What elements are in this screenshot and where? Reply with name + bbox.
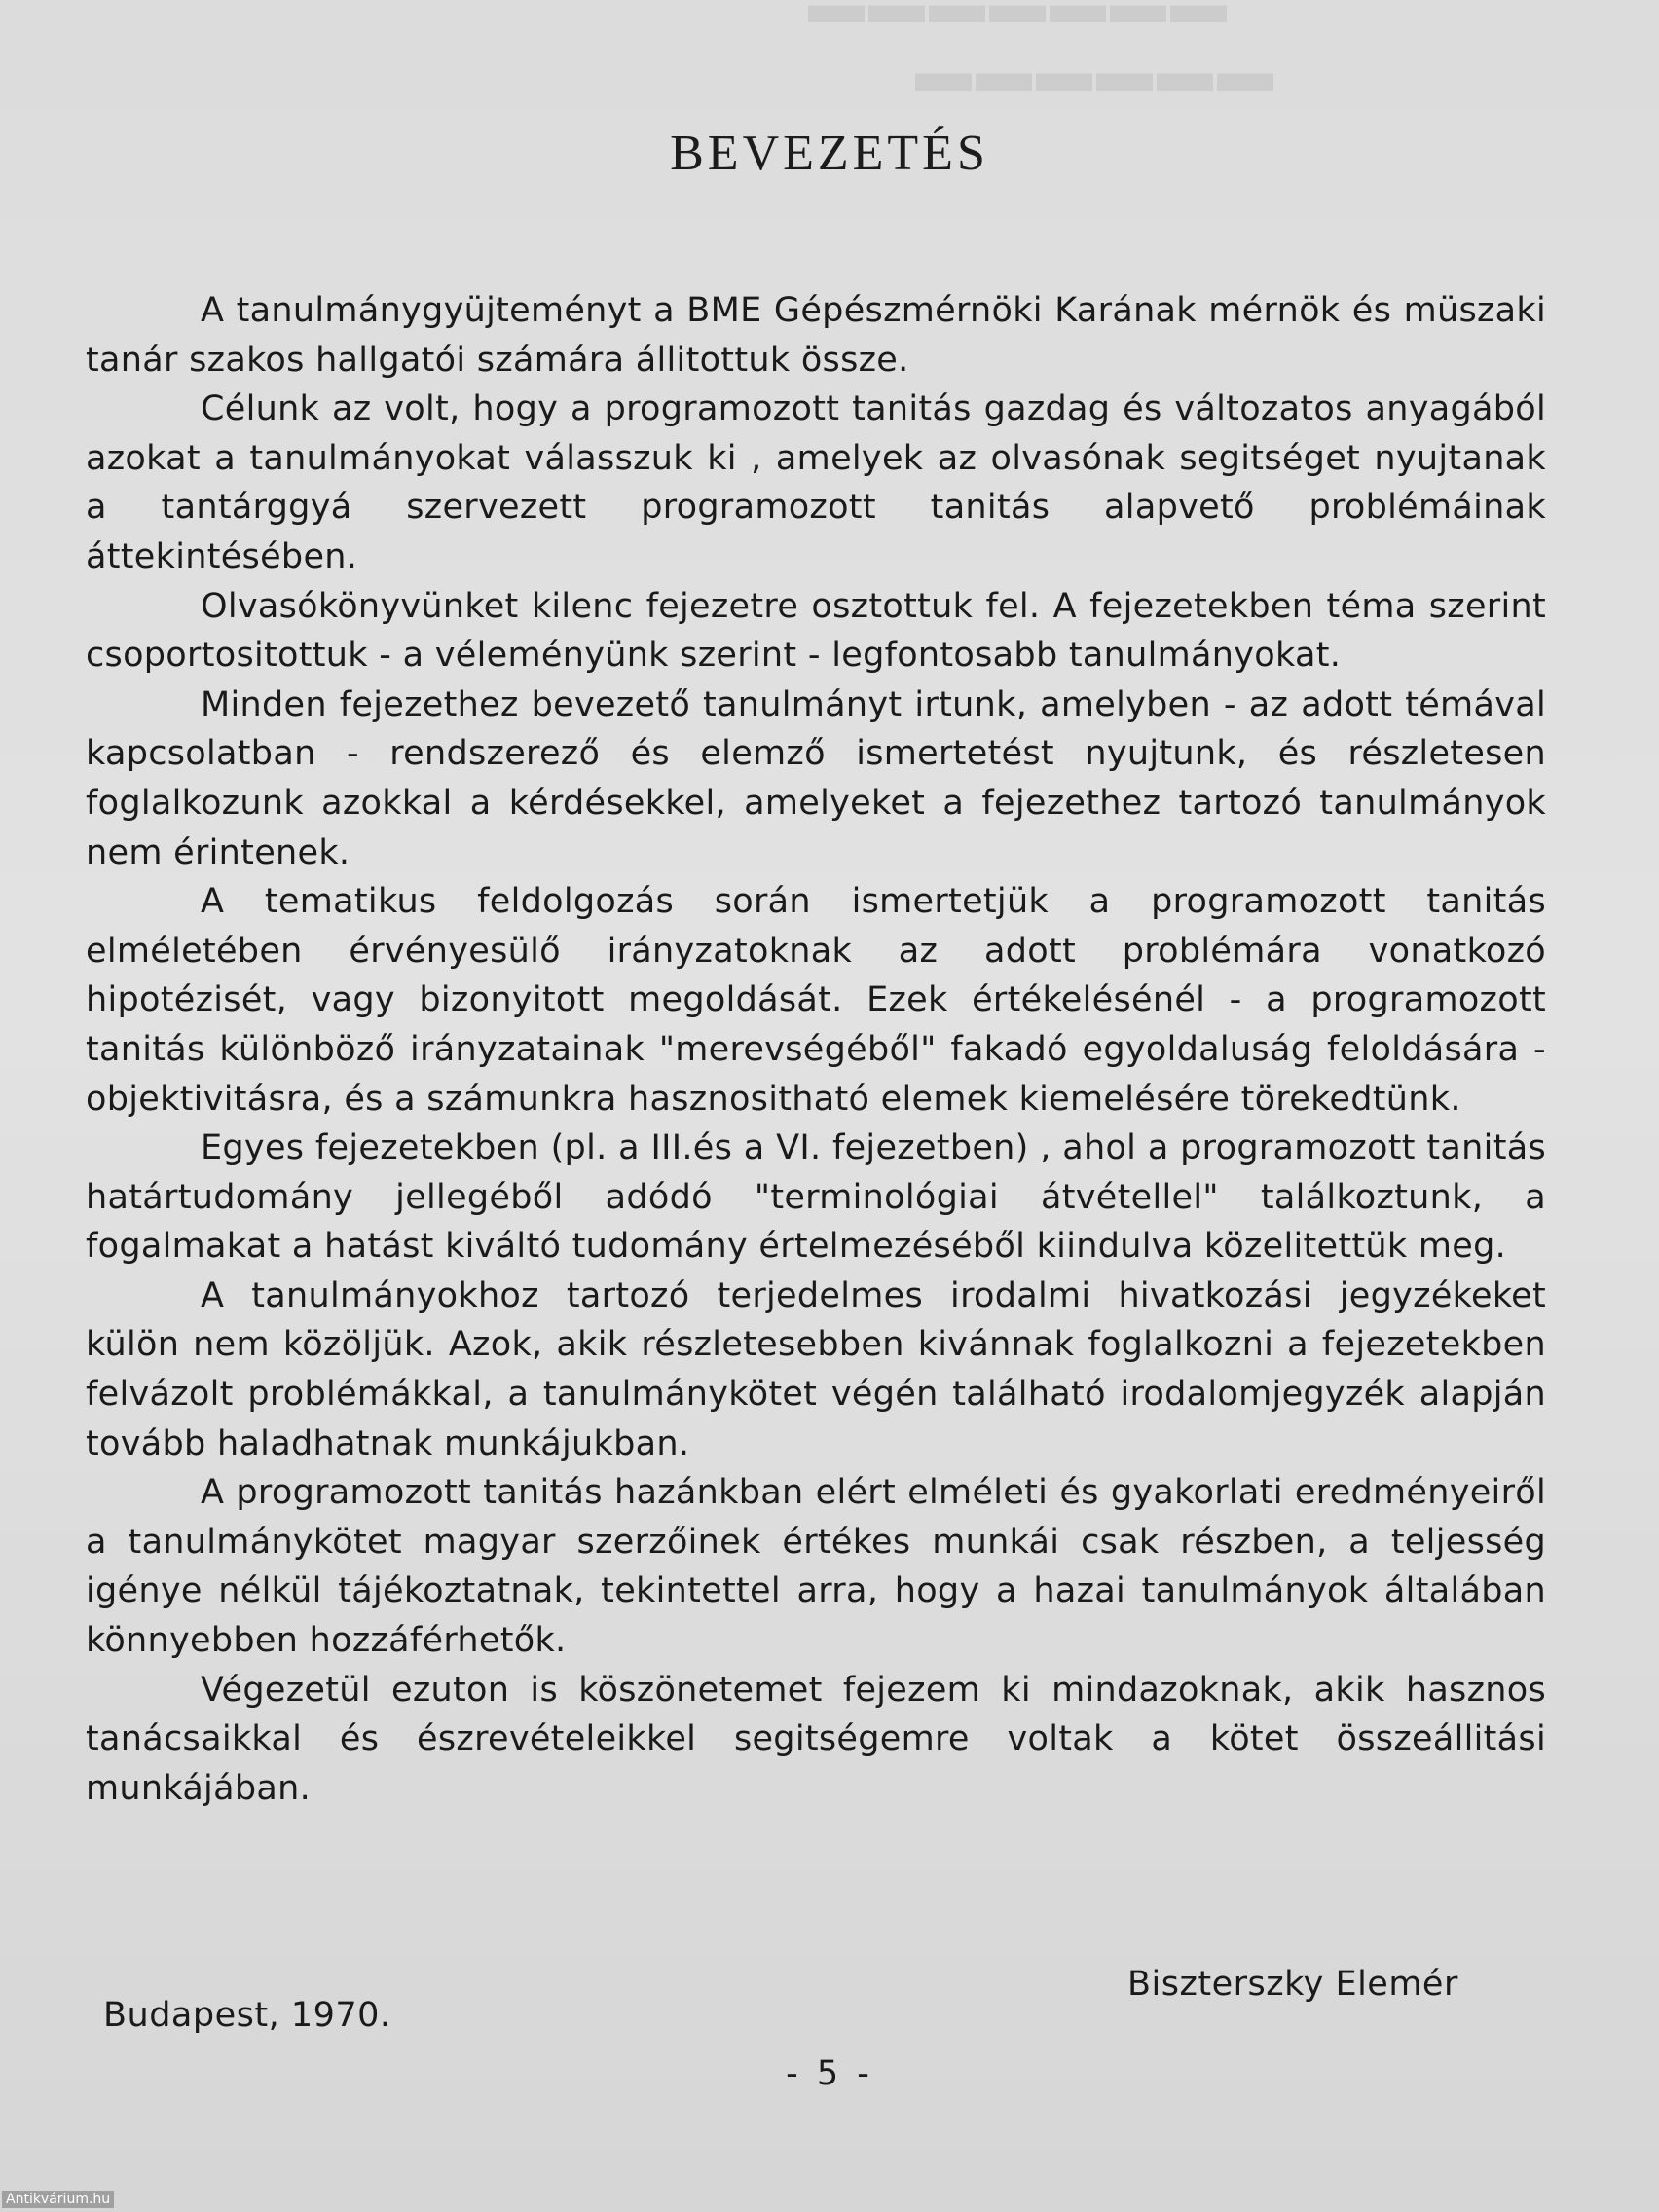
page-title: BEVEZETÉS — [670, 126, 989, 181]
paragraph: Olvasókönyvünket kilenc fejezetre osztottuk fel. A fejezetekben téma szerint csoportositottuk - a véleményünk szerint - legfontosabb tanulmányokat. — [86, 586, 1546, 676]
author-signature: Biszterszky Elemér — [1127, 1965, 1458, 2004]
paragraph: Végezetül ezuton is köszönetemet fejezem ki mindazoknak, akik hasznos tanácsaikkal és észrevételeikkel segitségemre voltak a kötet összeállitási munkájában. — [86, 1670, 1546, 1808]
body-text — [86, 286, 1546, 1813]
bleed-through-text: ▬▬▬▬▬▬ — [915, 40, 1277, 103]
paragraph: A tematikus feldolgozás során ismertetjük a programozott tanitás elméletében érvényesülő irányzatoknak az adott problémára vonatkozó hipotézisét, vagy bizonyitott megoldását. Ezek értékelésénél - a programozott tanitás különböző irányzatainak "merevségéből" fakadó egyoldaluság feloldására - objektivitásra, és a számunkra hasznositható elemek kiemelésére törekedtünk. — [86, 882, 1546, 1119]
paragraph: Egyes fejezetekben (pl. a III.és a VI. fejezetben) , ahol a programozott tanitás határtudomány jellegéből adódó "terminológiai átvétellel" találkoztunk, a fogalmakat a hatást kiváltó tudomány értelmezéséből kiindulva közelitettük meg. — [86, 1128, 1546, 1267]
place-date: Budapest, 1970. — [103, 1996, 391, 2035]
paragraph: A tanulmányokhoz tartozó terjedelmes irodalmi hivatkozási jegyzékeket külön nem közöljük. Azok, akik részletesebben kivánnak foglalkozni a fejezetekben felvázolt problémákkal, a tanulmánykötet végén található irodalomjegyzék alapján tovább haladhatnak munkájukban. — [86, 1275, 1546, 1463]
paragraph: A tanulmánygyüjteményt a BME Gépészmérnöki Karának mérnök és müszaki tanár szakos hallgatói számára állitottuk össze. — [86, 291, 1546, 380]
paragraph: Minden fejezethez bevezető tanulmányt irtunk, amelyben - az adott témával kapcsolatban - rendszerező és elemző ismertetést nyujtunk, és részletesen foglalkozunk azokkal a kérdésekkel, amelyeket a fejezethez tartozó tanulmányok nem érintenek. — [86, 684, 1546, 872]
paragraph: Célunk az volt, hogy a programozott tanitás gazdag és változatos anyagából azokat a tanulmányokat válasszuk ki , amelyek az olvasónak segitséget nyujtanak a tantárggyá szervezett programozott tanitás alapvető problémáinak áttekintésében. — [86, 389, 1546, 576]
watermark: Antikvárium.hu — [2, 2191, 114, 2208]
page-number: - 5 - — [786, 2054, 873, 2093]
paragraph: A programozott tanitás hazánkban elért elméleti és gyakorlati eredményeiről a tanulmánykötet magyar szerzőinek értékes munkái csak részben, a teljesség igénye nélkül tájékoztatnak, tekintettel arra, hogy a hazai tanulmányok általában könnyebben hozzáférhetők. — [86, 1473, 1546, 1661]
bleed-through-text: ▬▬▬▬▬▬▬ — [808, 0, 1231, 35]
